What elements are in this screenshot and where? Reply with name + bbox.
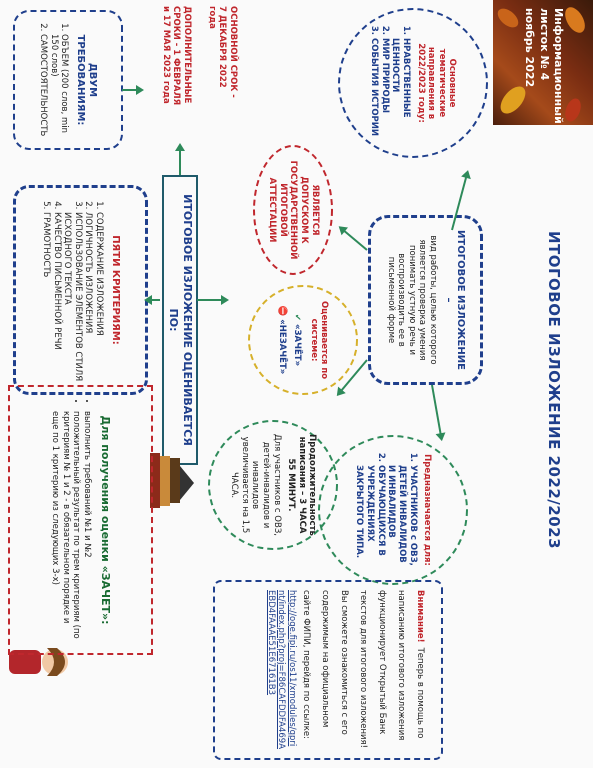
- criteria-item: 1. СОДЕРЖАНИЕ ИЗЛОЖЕНИЯ: [94, 212, 105, 382]
- criteria-heading: ПЯТИ КРИТЕРИЯМ:: [109, 235, 121, 345]
- criteria-box: [13, 185, 148, 395]
- grading-bubble: [248, 285, 358, 395]
- pass-conditions-list: [49, 397, 92, 643]
- requirements-box: [13, 10, 123, 150]
- page-title: ИТОГОВОЕ ИЗЛОЖЕНИЕ 2022/2023: [545, 230, 563, 550]
- criteria-list: [40, 198, 104, 382]
- participant-item: 2. ОБУЧАЮЩИХСЯ В УЧРЕЖДЕНИЯХ ЗАКРЫТОГО ТИПА.: [354, 465, 386, 569]
- participants-heading: Предназначается для:: [422, 454, 433, 566]
- pass-option: [291, 314, 302, 366]
- evaluation-text: ИТОГОВОЕ ИЗЛОЖЕНИЕ ОЦЕНИВАЕТСЯ ПО:: [167, 194, 194, 446]
- fail-option: [277, 306, 288, 375]
- arrow: [197, 299, 227, 301]
- banner: [493, 0, 593, 125]
- duration-text-2: Для участников с ОВЗ, детей-инвалидов и инвалидов увеличивается на 1,5 ЧАСА.: [229, 434, 282, 536]
- banner-line-2: листок № 4: [537, 8, 551, 81]
- definition-text: вид работы, целью которого является проверка умения понимать устную речь и воспроизводить ее в письменной форме: [385, 235, 439, 365]
- admission-bubble: [253, 145, 333, 275]
- requirements-heading: ДВУМ ТРЕБОВАНИЯМ:: [74, 34, 99, 126]
- duration-text-1: Продолжительность написания – 3 ЧАСА 55 МИНУТ.: [286, 434, 318, 536]
- attention-label: Внимание!: [415, 590, 425, 643]
- requirement-item: 1. ОБЪЕМ (200 слов, min 150 слов): [48, 34, 69, 140]
- arrow: [179, 145, 181, 175]
- definition-bubble: [368, 215, 483, 385]
- participants-bubble: [318, 435, 468, 585]
- theme-item: 1. НРАВСТВЕННЫЕ ЦЕННОСТИ: [390, 38, 411, 142]
- no-entry-icon: ⛔: [277, 305, 288, 317]
- arrow: [122, 89, 142, 91]
- participants-list: [354, 451, 418, 569]
- banner-line-1: Информационный: [552, 8, 565, 124]
- requirement-item: 2. САМОСТОЯТЕЛЬНОСТЬ: [38, 34, 49, 140]
- definition-heading: ИТОГОВОЕ ИЗЛОЖЕНИЕ –: [442, 230, 467, 370]
- pass-conditions-heading: Для получения оценки «ЗАЧЕТ»:: [98, 415, 112, 625]
- participant-item: 1. УЧАСТНИКОВ с ОВЗ, ДЕТЕЙ ИНВАЛИДОВ И ИНВАЛИДОВ: [386, 465, 418, 569]
- attention-box: [213, 580, 443, 760]
- requirements-list: [38, 20, 70, 140]
- evaluation-box: [162, 175, 198, 465]
- pass-condition-item: • выполнить требований №1 и №2: [81, 411, 92, 643]
- pass-label: «ЗАЧЁТ»: [292, 324, 302, 367]
- theme-item: 2. МИР ПРИРОДЫ: [379, 38, 390, 142]
- themes-heading: Основные тематические направления в 2022/2023 году:: [415, 43, 458, 123]
- fipi-link[interactable]: http://oge.fipi.ru/os11/xmodules/qprint/index.php?proj=F86CAFDDFA469AEBD4FAAAE51E67161B3: [265, 590, 297, 750]
- grading-heading: Оценивается по системе:: [308, 300, 330, 380]
- arrow: [146, 299, 160, 301]
- criteria-item: 2. ЛОГИЧНОСТЬ ИЗЛОЖЕНИЯ: [83, 212, 94, 382]
- criteria-item: 3. ИСПОЛЬЗОВАНИЕ ЭЛЕМЕНТОВ СТИЛЯ ИСХОДНОГО ТЕКСТА: [62, 212, 83, 382]
- themes-bubble: [338, 8, 488, 158]
- extra-dates: ДОПОЛНИТЕЛЬНЫЕ СРОКИ - 1 ФЕВРАЛЯ и 17 МАЯ 2023 года: [160, 6, 193, 106]
- attention-text: Теперь в помощь по написанию итогового изложения функционирует Открытый Банк текстов для итогового изложения! Вы сможете ознакомиться с его содержимым на официальном сайте ФИПИ, перейдя по ссылке:: [301, 590, 425, 749]
- duration-bubble: [208, 420, 338, 550]
- pass-conditions-box: [8, 385, 153, 655]
- banner-line-3: ноябрь 2022: [523, 8, 537, 88]
- check-icon: ✔: [292, 313, 302, 322]
- admission-text: ЯВЛЯЕТСЯ ДОПУСКОМ К ГОСУДАРСТВЕННОЙ ИТОГОВОЙ АТТЕСТАЦИИ: [267, 160, 320, 260]
- pass-condition-item: • положительный результат по трем критериям (по критериям № 1 и 2 - в обязательном порядке и еще по 1 критерию из следующих 3-х): [49, 411, 81, 643]
- main-date: ОСНОВНОЙ СРОК - 7 ДЕКАБРЯ 2022 года: [206, 6, 238, 98]
- criteria-item: 4. КАЧЕСТВО ПИСЬМЕННОЙ РЕЧИ: [51, 212, 62, 382]
- arrow: [340, 227, 368, 251]
- theme-item: 3. СОБЫТИЯ ИСТОРИИ: [369, 38, 380, 142]
- criteria-item: 5. ГРАМОТНОСТЬ: [40, 212, 51, 382]
- themes-list: [369, 24, 412, 142]
- dates-block: [160, 6, 238, 106]
- fail-label: «НЕЗАЧЁТ»: [277, 319, 288, 375]
- arrow: [431, 385, 443, 440]
